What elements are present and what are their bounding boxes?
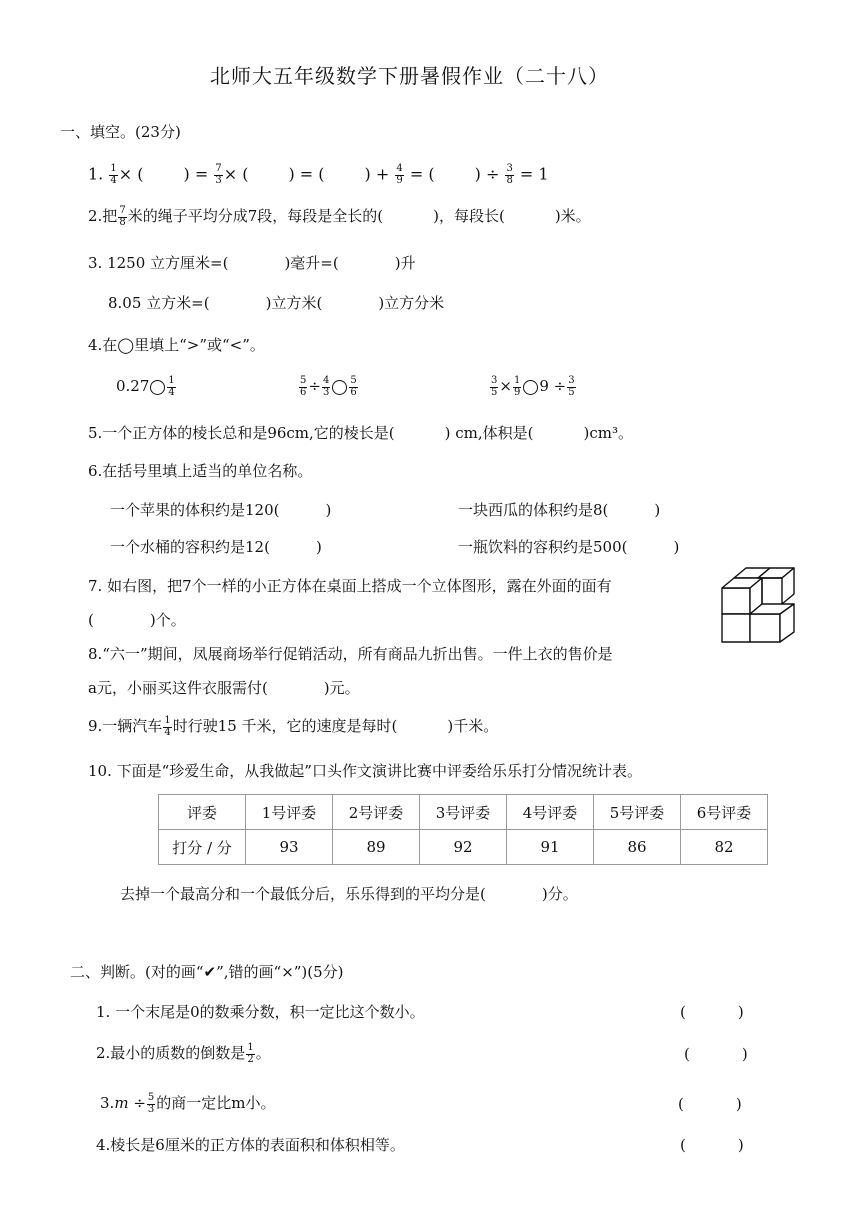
q2-frac: $\frac{7}{8}$ [119, 205, 126, 228]
q4-item-1: 0.27 $\frac{1}{4}$ [116, 375, 175, 398]
table-cell: 打分 / 分 [159, 830, 246, 865]
table-cell: 92 [420, 830, 507, 865]
question-3b: 8.05 立方米=( )立方米( )立方分米 [108, 294, 445, 312]
judge-answer-3[interactable]: ( ) [678, 1095, 742, 1113]
question-10-after: 去掉一个最高分和一个最低分后，乐乐得到的平均分是( )分。 [120, 885, 578, 903]
page-title: 北师大五年级数学下册暑假作业（二十八） [210, 64, 609, 88]
q4-item-3: $\frac{3}{5}$ × $\frac{1}{9}$ 9 ÷ $\frac{3}{5}$ [491, 375, 575, 398]
section1-heading: 一、填空。(23分) [60, 123, 181, 141]
q9-frac: $\frac{1}{4}$ [164, 715, 171, 738]
q1-frac-1: $\frac{1}{4}$ [110, 163, 117, 186]
judge-question-1: 1. 一个末尾是0的数乘分数，积一定比这个数小。 [96, 1003, 425, 1021]
compare-circle [332, 380, 347, 395]
table-cell: 89 [333, 830, 420, 865]
table-cell: 86 [594, 830, 681, 865]
table-cell: 91 [507, 830, 594, 865]
question-6-text: 6.在括号里填上适当的单位名称。 [88, 462, 313, 480]
judge-question-4: 4.棱长是6厘米的正方体的表面积和体积相等。 [96, 1136, 405, 1154]
table-header-row [159, 795, 768, 830]
question-4-text: 4.在◯里填上“>”或“<”。 [88, 336, 265, 354]
table-header-cell: 1号评委 [246, 795, 333, 830]
table-header-cell: 2号评委 [333, 795, 420, 830]
q4-item-2: $\frac{5}{6}$ ÷ $\frac{4}{3}$ $\frac{5}{6}$ [300, 375, 357, 398]
table-header-cell: 评委 [159, 795, 246, 830]
question-5: 5.一个正方体的棱长总和是96cm,它的棱长是( ) cm,体积是( )cm³。 [88, 424, 634, 442]
section2-heading: 二、判断。(对的画“✔”,错的画“×”)(5分) [70, 963, 344, 981]
judge-q3-frac: $\frac{5}{3}$ [147, 1092, 155, 1115]
q1-frac-4: $\frac{3}{8}$ [506, 163, 513, 186]
judge-answer-2[interactable]: ( ) [684, 1045, 748, 1063]
judge-question-3: 3.m ÷ $\frac{5}{3}$ 的商一定比m小。 [100, 1092, 276, 1115]
compare-circle [523, 380, 538, 395]
table-cell: 93 [246, 830, 333, 865]
table-header-cell: 3号评委 [420, 795, 507, 830]
judge-q2-frac: $\frac{1}{2}$ [247, 1042, 254, 1065]
question-10-text: 10. 下面是“珍爱生命，从我做起”口头作文演讲比赛中评委给乐乐打分情况统计表。 [88, 762, 642, 780]
compare-circle [150, 380, 165, 395]
q6-item-b: 一块西瓜的体积约是8( ) [458, 501, 661, 519]
q1-frac-2: $\frac{7}{3}$ [215, 163, 222, 186]
table-cell: 82 [681, 830, 768, 865]
q6-item-c: 一个水桶的容积约是12( ) [110, 538, 322, 556]
question-8-line1: 8.“六一”期间，凤展商场举行促销活动，所有商品九折出售。一件上衣的售价是 [88, 645, 613, 663]
table-row [159, 830, 768, 865]
q1-frac-3: $\frac{4}{9}$ [396, 163, 403, 186]
table-header-cell: 5号评委 [594, 795, 681, 830]
q6-item-d: 一瓶饮料的容积约是500( ) [458, 538, 680, 556]
q1-number: 1. [88, 164, 104, 184]
question-1: 1. $\frac{1}{4}$ × ( ) = $\frac{7}{3}$ × ( ) = ( ) + $\frac{4}{9}$ = ( ) ÷ $\frac{3}{8}$ = 1 [88, 163, 549, 186]
judge-answer-1[interactable]: ( ) [680, 1003, 744, 1021]
question-8-line2: a元，小丽买这件衣服需付( )元。 [88, 679, 360, 697]
table-header-cell: 4号评委 [507, 795, 594, 830]
judge-answer-4[interactable]: ( ) [680, 1136, 744, 1154]
question-7-line2: ( )个。 [88, 611, 186, 629]
question-7-line1: 7. 如右图，把7个一样的小正方体在桌面上搭成一个立体图形，露在外面的面有 [88, 577, 612, 595]
judge-question-2: 2.最小的质数的倒数是 $\frac{1}{2}$ 。 [96, 1042, 271, 1065]
question-3a: 3. 1250 立方厘米=( )毫升=( )升 [88, 254, 416, 272]
table-header-cell: 6号评委 [681, 795, 768, 830]
q6-item-a: 一个苹果的体积约是120( ) [110, 501, 332, 519]
cubes-figure [718, 566, 804, 650]
question-9: 9.一辆汽车 $\frac{1}{4}$ 时行驶15 千米，它的速度是每时( )千米。 [88, 715, 499, 738]
question-2: 2.把 $\frac{7}{8}$ 米的绳子平均分成7段，每段是全长的( )，每段长( )米。 [88, 205, 591, 228]
score-table [158, 794, 768, 865]
